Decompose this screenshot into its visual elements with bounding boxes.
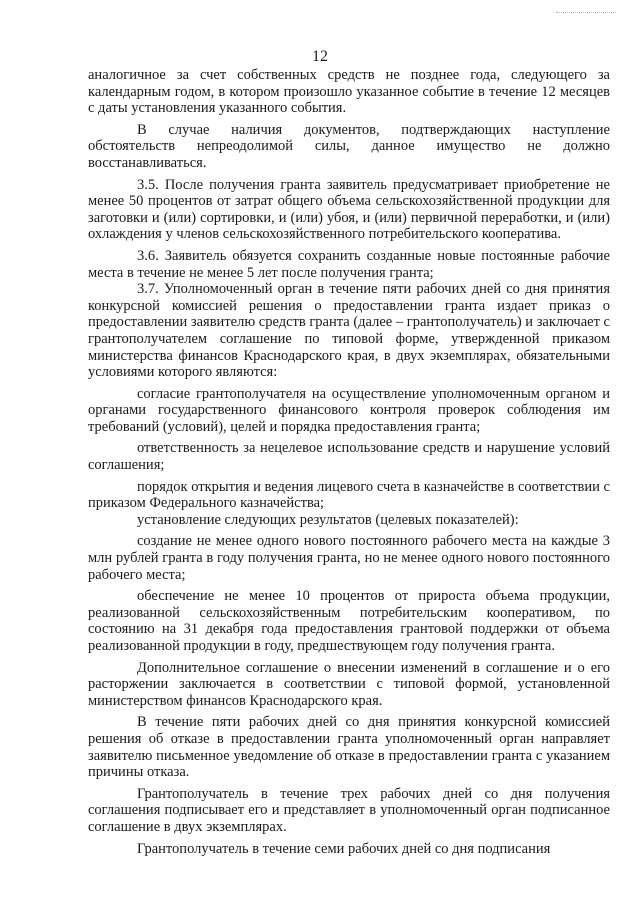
paragraph-results: установление следующих результатов (целевых показателей):	[137, 511, 519, 528]
paragraph-seven-days: Грантополучатель в течение семи рабочих дней со дня подписания	[137, 840, 551, 857]
paragraph-responsibility: ответственность за нецелевое использование средств и нарушение условий соглашения;	[88, 440, 610, 474]
page-number: 12	[312, 48, 328, 65]
paragraph-consent: согласие грантополучателя на осуществление уполномоченным органом и органами государственного финансового контроля проверок соблюдения им требований (условий), целей и порядка предоставления гранта;	[88, 385, 610, 435]
paragraph-3-5: 3.5. После получения гранта заявитель предусматривает приобретение не менее 50 процентов от затрат общего объема сельскохозяйственной продукции для заготовки и (или) сортировки, и (или) убоя, и (или) первичной переработки, и (или) охлаждения у членов сельскохозяйственного потребительского кооператива.	[88, 176, 610, 243]
corner-scan-mark	[556, 12, 616, 13]
paragraph-3-6: 3.6. Заявитель обязуется сохранить созданные новые постоянные рабочие места в течение не менее 5 лет после получения гранта;	[88, 247, 610, 281]
document-body	[88, 67, 610, 857]
paragraph-additional-agreement: Дополнительное соглашение о внесении изменений в соглашение и о его расторжении заключается в соответствии с типовой формой, установленной министерством финансов Краснодарского края.	[88, 659, 610, 709]
paragraph-account: порядок открытия и ведения лицевого счета в казначействе в соответствии с приказом Федерального казначейства;	[88, 478, 610, 512]
paragraph-3-7: 3.7. Уполномоченный орган в течение пяти рабочих дней со дня принятия конкурсной комиссией решения о предоставлении гранта издает приказ о предоставлении заявителю средств гранта (далее – грантополучатель) и заключает с грантополучателем соглашение по типовой форме, утвержденной приказом министерства финансов Краснодарского края, в двух экземплярах, обязательными условиями которого являются:	[88, 281, 610, 381]
paragraph-jobs: создание не менее одного нового постоянного рабочего места на каждые 3 млн рублей гранта в году получения гранта, но не менее одного нового постоянного рабочего места;	[88, 533, 610, 583]
paragraph-signing: Грантополучатель в течение трех рабочих дней со дня получения соглашения подписывает его и представляет в уполномоченный орган подписанное соглашение в двух экземплярах.	[88, 785, 610, 835]
paragraph-production-growth: обеспечение не менее 10 процентов от прироста объема продукции, реализованной сельскохозяйственным потребительским кооперативом, по состоянию на 31 декабря года предоставления грантовой поддержки от объема реализованной продукции в году, предшествующем году получения гранта.	[88, 588, 610, 654]
paragraph-refusal: В течение пяти рабочих дней со дня принятия конкурсной комиссией решения об отказе в предоставлении гранта уполномоченный орган направляет заявителю письменное уведомление об отказе в предоставлении гранта с указанием причины отказа.	[88, 714, 610, 781]
paragraph-force-majeure: В случае наличия документов, подтверждающих наступление обстоятельств непреодолимой силы, данное имущество не должно восстанавливаться.	[88, 121, 610, 171]
paragraph-continuation: аналогичное за счет собственных средств не позднее года, следующего за календарным годом, в котором произошло указанное событие в течение 12 месяцев с даты установления указанного события.	[88, 67, 610, 117]
